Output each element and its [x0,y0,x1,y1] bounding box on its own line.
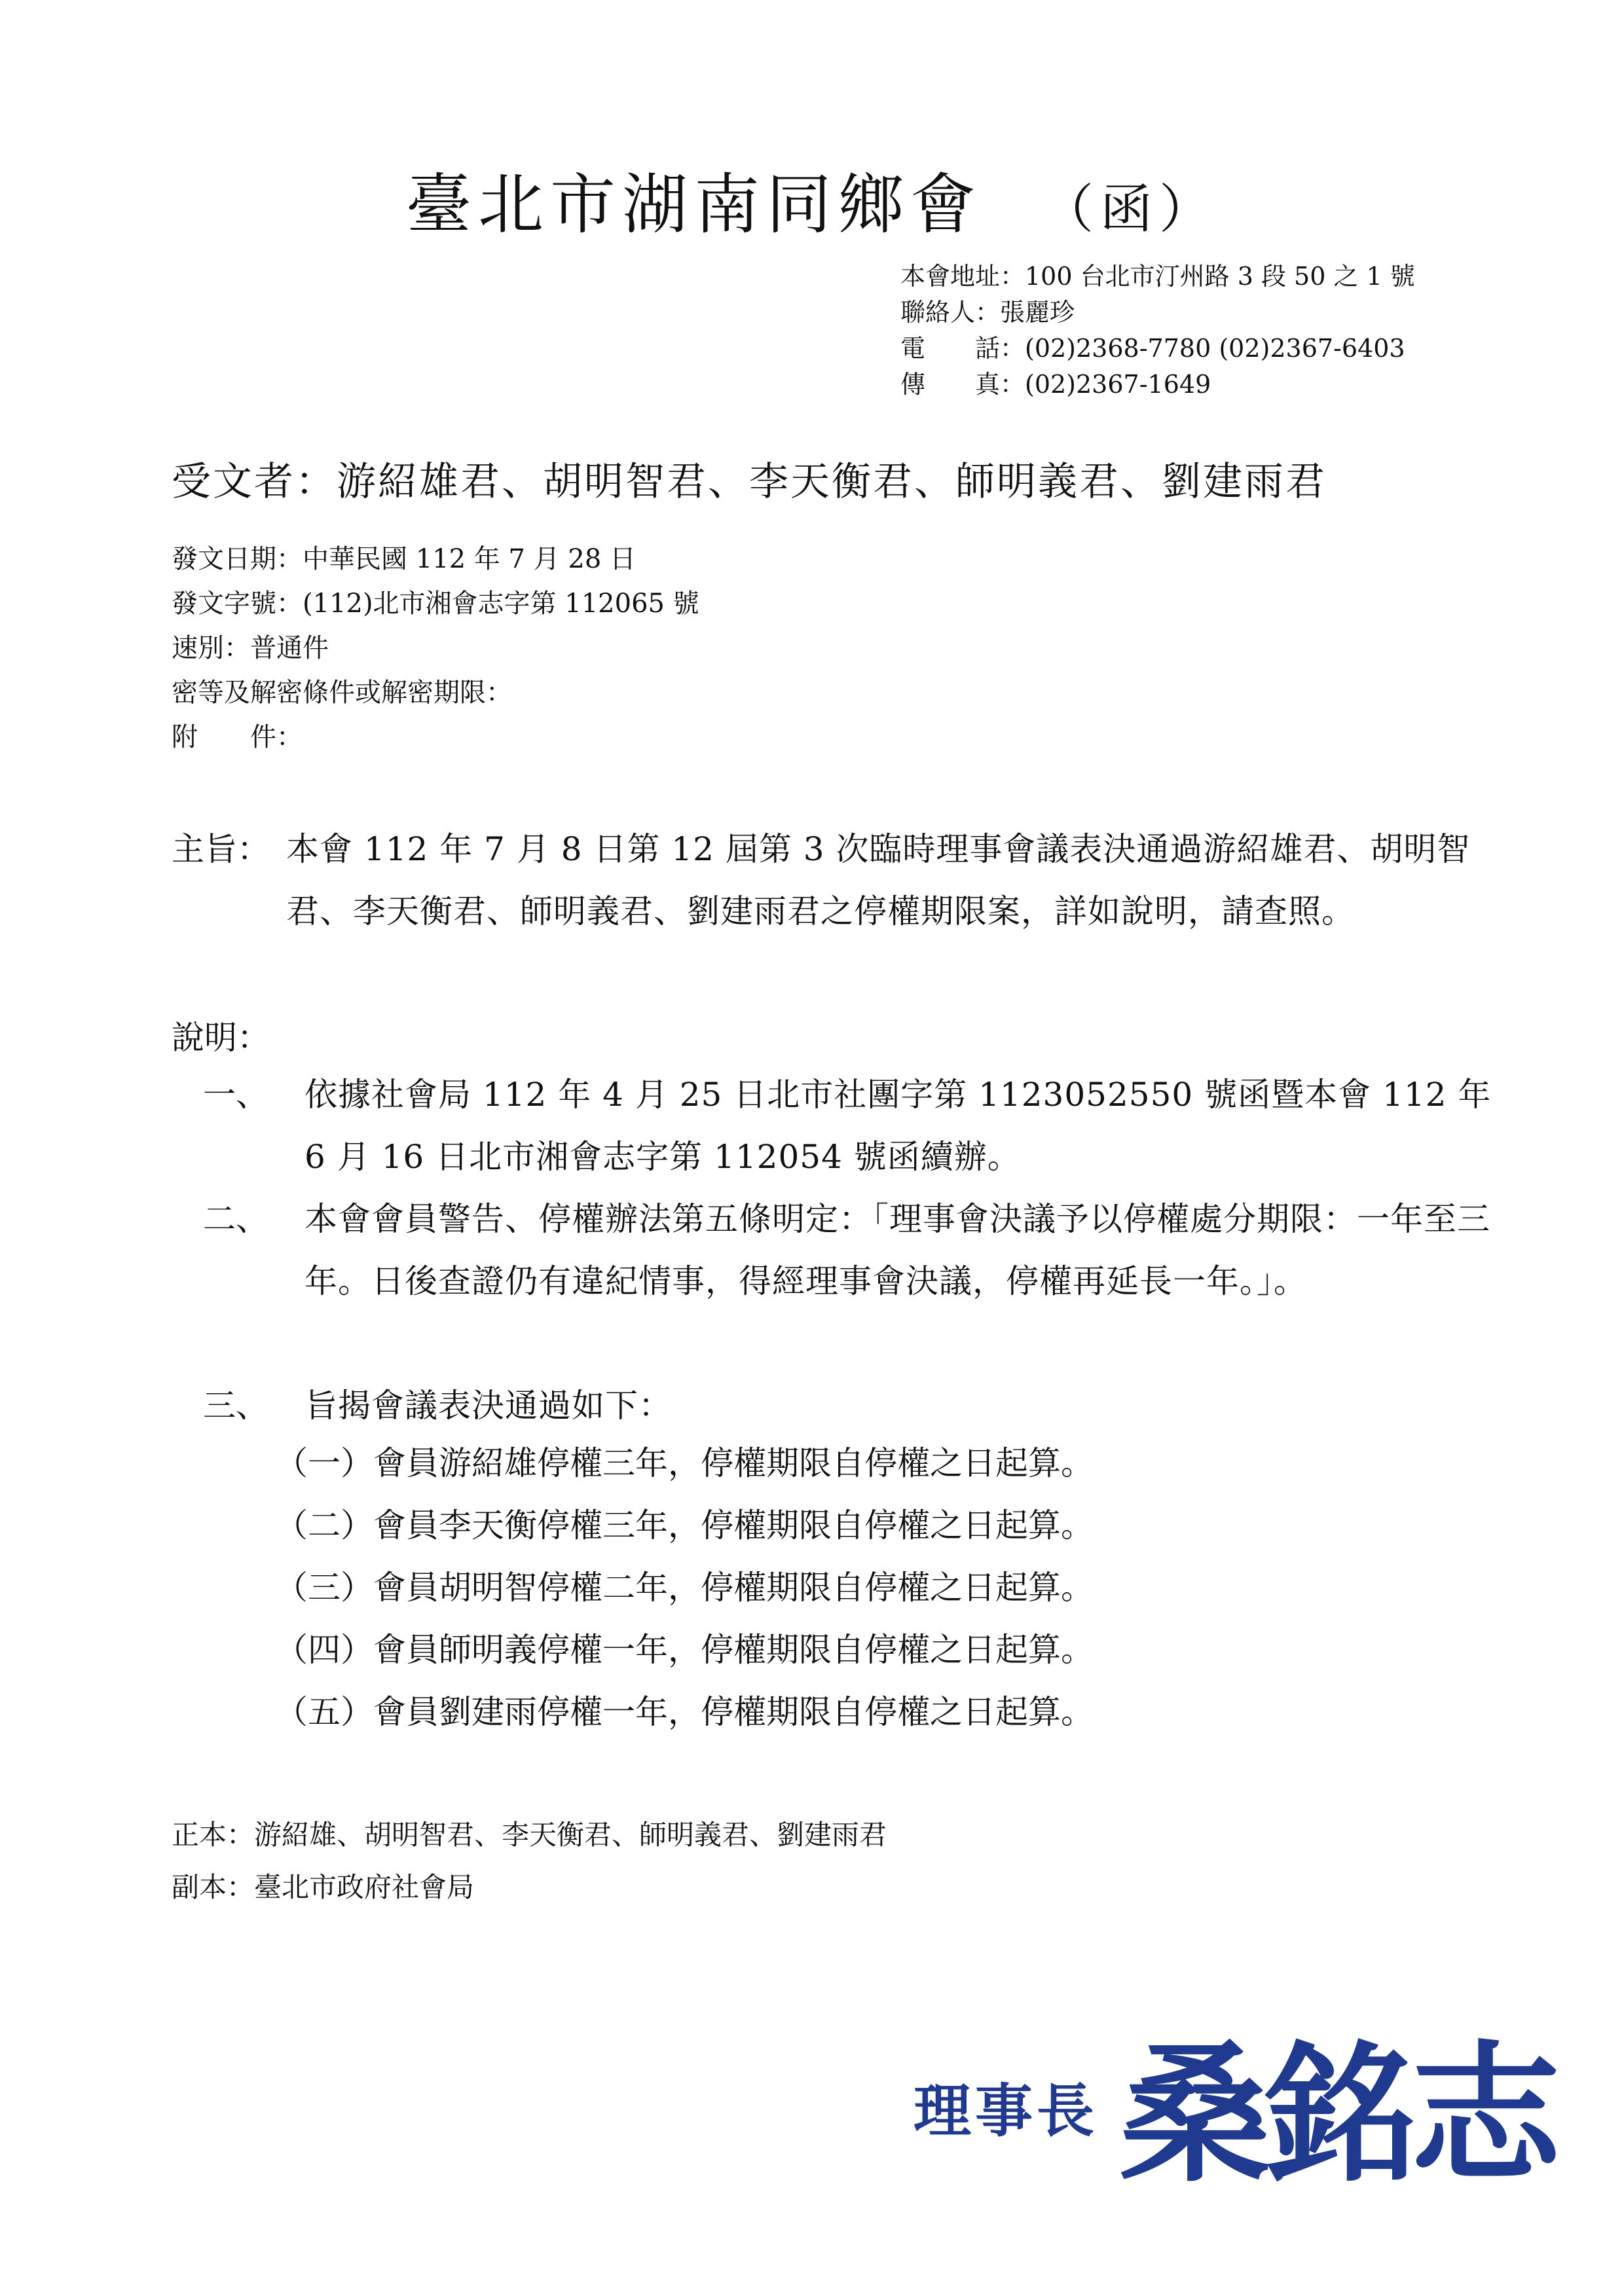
contact-fax: 傳 真：(02)2367-1649 [900,370,1211,399]
sub-item-5: （五）會員劉建雨停權一年，停權期限自停權之日起算。 [275,1693,1094,1731]
doc-type: （函） [1041,179,1218,240]
contact-phone: 電 話：(02)2368-7780 (02)2367-6403 [900,334,1405,363]
sub-item-3: （三）會員胡明智停權二年，停權期限自停權之日起算。 [275,1569,1094,1607]
item-text: 依據社會局 112 年 4 月 25 日北市社團字第 1123052550 號函暨本會 112 年 6 月 16 日北市湘會志字第 112054 號函續辦。 [304,1076,1492,1176]
explanation-item-1 [203,1064,1509,1188]
org-name: 臺北市湖南同鄉會 [406,166,982,243]
subject-label: 主旨： [172,830,270,868]
meta-block [172,537,699,759]
issue-number: 發文字號：(112)北市湘會志字第 112065 號 [172,589,699,619]
contact-address: 本會地址：100 台北市汀州路 3 段 50 之 1 號 [900,262,1415,291]
copy-duplicate: 副本：臺北市政府社會局 [172,1871,475,1903]
document-title [0,152,1624,246]
chairman-title: 理事長 [913,2077,1099,2145]
item-number: 二、 [203,1200,268,1238]
contact-person: 聯絡人：張麗珍 [900,298,1075,327]
subject-block [172,818,1481,943]
chairman-signature: 桑銘志 [1120,2026,1557,2203]
copy-original: 正本：游紹雄、胡明智君、李天衡君、師明義君、劉建雨君 [172,1819,887,1851]
recipients-line: 受文者：游紹雄君、胡明智君、李天衡君、師明義君、劉建雨君 [172,459,1327,505]
item-text: 旨揭會議表決通過如下： [304,1387,672,1425]
secrecy-level: 密等及解密條件或解密期限： [172,678,512,708]
item-text: 本會會員警告、停權辦法第五條明定：「理事會決議予以停權處分期限：一年至三年。日後查證仍有違紀情事，得經理事會決議，停權再延長一年。」。 [304,1200,1490,1300]
subject-text: 本會 112 年 7 月 8 日第 12 屆第 3 次臨時理事會議表決通過游紹雄君、胡明智君、李天衡君、師明義君、劉建雨君之停權期限案，詳如說明，請查照。 [286,830,1471,930]
item-number: 三、 [203,1387,268,1425]
item-number: 一、 [203,1076,268,1114]
sub-item-2: （二）會員李天衡停權三年，停權期限自停權之日起算。 [275,1506,1094,1544]
explanation-item-2 [203,1188,1509,1313]
sub-item-1: （一）會員游紹雄停權三年，停權期限自停權之日起算。 [275,1444,1094,1482]
sub-item-4: （四）會員師明義停權一年，停權期限自停權之日起算。 [275,1631,1094,1669]
explanation-item-3 [203,1375,1509,1437]
speed-class: 速別：普通件 [172,633,329,663]
attachment-line: 附 件： [172,722,303,752]
explanation-label: 說明： [172,1019,270,1057]
issue-date: 發文日期：中華民國 112 年 7 月 28 日 [172,544,636,574]
contact-block [900,259,1415,403]
